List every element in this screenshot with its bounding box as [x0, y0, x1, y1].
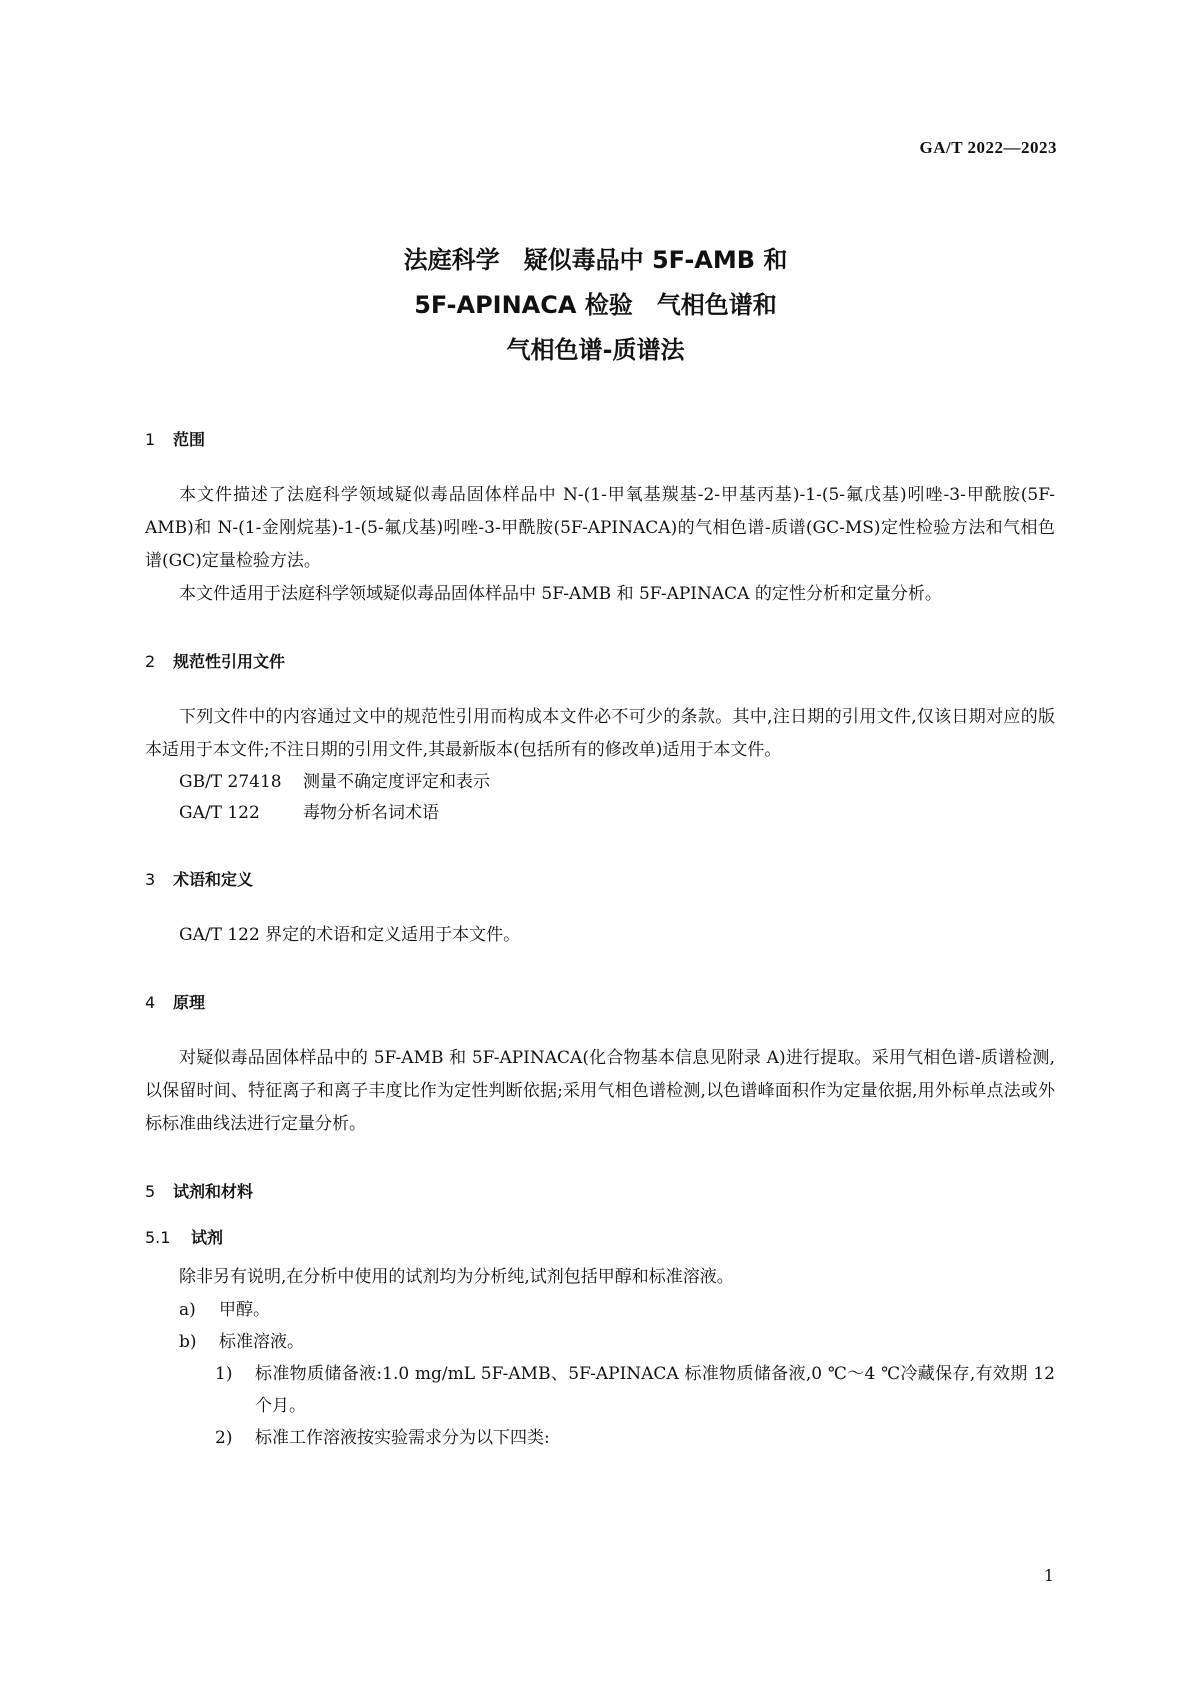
normative-reference — [145, 798, 1055, 829]
list-marker: a) — [179, 1300, 196, 1320]
list-marker: 2) — [215, 1428, 233, 1448]
subsection-5-1-paragraph-1: 除非另有说明,在分析中使用的试剂均为分析纯,试剂包括甲醇和标准溶液。 — [179, 1267, 734, 1287]
list-marker: b) — [179, 1332, 197, 1352]
list-item — [145, 1326, 1055, 1358]
list-text: 标准物质储备液:1.0 mg/mL 5F-AMB、5F-APINACA 标准物质储备液,0 ℃～4 ℃冷藏保存,有效期 12 个月。 — [255, 1364, 1055, 1416]
list-item — [145, 1294, 1055, 1326]
section-title: 术语和定义 — [173, 870, 254, 889]
section-4-heading — [145, 988, 1055, 1018]
sub-list-item — [145, 1422, 1055, 1454]
section-title: 规范性引用文件 — [173, 652, 286, 671]
section-4-paragraph-1: 对疑似毒品固体样品中的 5F-AMB 和 5F-APINACA(化合物基本信息见附录 A)进行提取。采用气相色谱-质谱检测,以保留时间、特征离子和离子丰度比作为定性判断依据;采用气相色谱检测,以色谱峰面积作为定量依据,用外标单点法或外标标准曲线法进行定量分析。 — [145, 1048, 1055, 1134]
section-5-heading — [145, 1177, 1055, 1207]
subsection-5-1-heading — [145, 1223, 1055, 1253]
section-number: 5 — [145, 1182, 156, 1201]
section-number: 3 — [145, 870, 156, 889]
standard-number: GA/T 2022—2023 — [919, 138, 1057, 157]
title-line-1: 法庭科学 疑似毒品中 5F-AMB 和 — [403, 246, 788, 274]
section-number: 2 — [145, 652, 156, 671]
normative-reference — [145, 767, 1055, 798]
section-title: 范围 — [173, 430, 206, 449]
section-title: 原理 — [173, 993, 206, 1012]
reference-code: GB/T 27418 — [179, 772, 282, 792]
section-1-heading — [145, 425, 1055, 455]
subsection-title: 试剂 — [191, 1228, 224, 1247]
subsection-number: 5.1 — [145, 1228, 171, 1247]
document-body — [145, 425, 1055, 1454]
section-3-heading — [145, 865, 1055, 895]
section-number: 1 — [145, 430, 156, 449]
section-number: 4 — [145, 993, 156, 1012]
document-title — [0, 238, 1191, 373]
list-text: 甲醇。 — [219, 1300, 270, 1320]
list-text: 标准工作溶液按实验需求分为以下四类: — [255, 1428, 550, 1448]
list-text: 标准溶液。 — [219, 1332, 304, 1352]
section-2-paragraph-1: 下列文件中的内容通过文中的规范性引用而构成本文件必不可少的条款。其中,注日期的引用文件,仅该日期对应的版本适用于本文件;不注日期的引用文件,其最新版本(包括所有的修改单)适用于本文件。 — [145, 707, 1055, 760]
section-1-paragraph-2: 本文件适用于法庭科学领域疑似毒品固体样品中 5F-AMB 和 5F-APINACA 的定性分析和定量分析。 — [179, 584, 942, 604]
reference-name: 测量不确定度评定和表示 — [303, 772, 490, 792]
section-title: 试剂和材料 — [173, 1182, 254, 1201]
section-1-paragraph-1: 本文件描述了法庭科学领域疑似毒品固体样品中 N-(1-甲氧基羰基-2-甲基丙基)-1-(5-氟戊基)吲唑-3-甲酰胺(5F-AMB)和 N-(1-金刚烷基)-1-(5-氟戊基)吲唑-3-甲酰胺(5F-APINACA)的气相色谱-质谱(GC-MS)定性检验方法和气相色谱(GC)定量检验方法。 — [145, 485, 1055, 571]
page-number: 1 — [1043, 1566, 1054, 1585]
title-line-2: 5F-APINACA 检验 气相色谱和 — [414, 291, 777, 319]
sub-list-item — [145, 1358, 1055, 1422]
reference-name: 毒物分析名词术语 — [303, 803, 439, 823]
title-line-3: 气相色谱-质谱法 — [506, 336, 685, 364]
section-2-heading — [145, 647, 1055, 677]
list-marker: 1) — [215, 1364, 233, 1384]
reference-code: GA/T 122 — [179, 803, 260, 823]
section-3-paragraph-1: GA/T 122 界定的术语和定义适用于本文件。 — [179, 925, 521, 945]
